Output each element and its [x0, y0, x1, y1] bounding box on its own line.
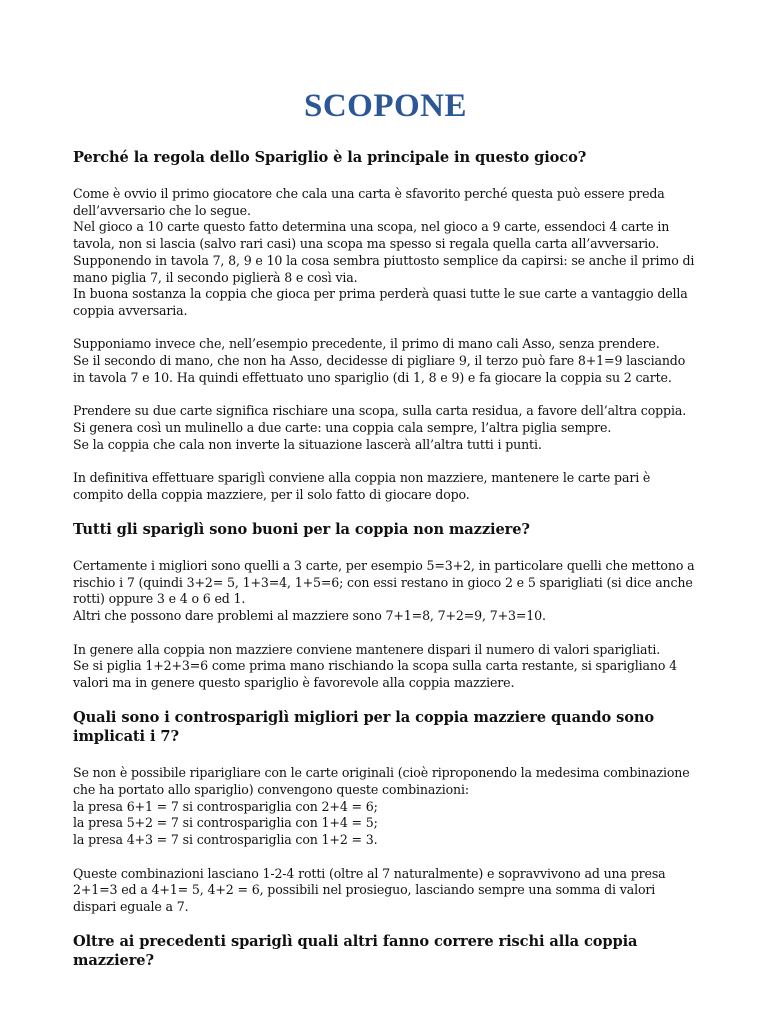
- paragraph-line: Nel gioco a 10 carte questo fatto determina una scopa, nel gioco a 9 carte, essendoci 4 carte in tavola, non si lascia (salvo rari casi) una scopa ma spesso si regala quella carta all’avversario.: [73, 219, 670, 252]
- paragraph-line: Altri che possono dare problemi al mazziere sono 7+1=8, 7+2=9, 7+3=10.: [73, 608, 546, 624]
- document-title: SCOPONE: [303, 88, 468, 124]
- paragraph-line: Prendere su due carte significa rischiare una scopa, sulla carta residua, a favore dell’altra coppia.: [73, 403, 687, 419]
- paragraph: [73, 558, 698, 625]
- document-page: [73, 86, 698, 989]
- paragraph: [73, 336, 698, 386]
- paragraph-line: Se la coppia che cala non inverte la situazione lascerà all’altra tutti i punti.: [73, 436, 542, 452]
- paragraph: [73, 866, 698, 916]
- paragraph-line: Si genera così un mulinello a due carte: una coppia cala sempre, l’altra piglia sempre.: [73, 419, 612, 435]
- paragraph: [73, 186, 698, 320]
- paragraph: [73, 642, 698, 692]
- paragraph-line: Queste combinazioni lasciano 1-2-4 rotti (oltre al 7 naturalmente) e sopravvivono ad una presa 2+1=3 ed a 4+1= 5, 4+2 = 6, possibili nel prosieguo, lasciando sempre una somma di valori dispari eguale a 7.: [73, 865, 666, 914]
- paragraph: [73, 403, 698, 453]
- paragraph: [73, 470, 698, 503]
- paragraph-line: Supponiamo invece che, nell’esempio precedente, il primo di mano cali Asso, senza prendere.: [73, 336, 660, 352]
- paragraph-line: In buona sostanza la coppia che gioca per prima perderà quasi tutte le sue carte a vantaggio della coppia avversaria.: [73, 286, 688, 318]
- section-heading: Perché la regola dello Spariglio è la principale in questo gioco?: [73, 149, 587, 166]
- paragraph-line: Se si piglia 1+2+3=6 come prima mano rischiando la scopa sulla carta restante, si sparigliano 4 valori ma in genere questo spariglio è favorevole alla coppia mazziere.: [73, 658, 678, 690]
- paragraph-line: Come è ovvio il primo giocatore che cala una carta è sfavorito perché questa può essere preda dell’avversario che lo segue.: [73, 186, 665, 218]
- paragraph-line: Se il secondo di mano, che non ha Asso, decidesse di pigliare 9, il terzo può fare 8+1=9 lasciando in tavola 7 e 10. Ha quindi effettuato uno spariglio (di 1, 8 e 9) e fa giocare la coppia su 2 carte.: [73, 353, 686, 385]
- section-heading: Oltre ai precedenti spariglì quali altri fanno correre rischi alla coppia mazziere?: [73, 933, 638, 970]
- paragraph-line: la presa 6+1 = 7 si controspariglia con 2+4 = 6;: [73, 798, 378, 814]
- paragraph-line: Certamente i migliori sono quelli a 3 carte, per esempio 5=3+2, in particolare quelli che mettono a rischio i 7 (quindi 3+2= 5, 1+3=4, 1+5=6; con essi restano in gioco 2 e 5 sparigliati (si dice anche rotti) oppure 3 e 4 o 6 ed 1.: [73, 558, 695, 607]
- paragraph-line: Supponendo in tavola 7, 8, 9 e 10 la cosa sembra piuttosto semplice da capirsi: se anche il primo di mano piglia 7, il secondo piglierà 8 e così via.: [73, 252, 695, 285]
- paragraph: [73, 765, 698, 849]
- paragraph-line: la presa 5+2 = 7 si controspariglia con 1+4 = 5;: [73, 815, 378, 831]
- document-body: [73, 148, 698, 970]
- section-heading: Quali sono i controspariglì migliori per la coppia mazziere quando sono implicati i 7?: [73, 709, 655, 746]
- paragraph-line: Se non è possibile riparigliare con le carte originali (cioè riproponendo la medesima combinazione che ha portato allo spariglio) convengono queste combinazioni:: [73, 765, 690, 797]
- paragraph-line: In genere alla coppia non mazziere conviene mantenere dispari il numero di valori sparigliati.: [73, 641, 661, 657]
- paragraph-line: In definitiva effettuare spariglì conviene alla coppia non mazziere, mantenere le carte pari è compito della coppia mazziere, per il solo fatto di giocare dopo.: [73, 469, 651, 502]
- paragraph-line: la presa 4+3 = 7 si controspariglia con 1+2 = 3.: [73, 832, 378, 848]
- section-heading: Tutti gli spariglì sono buoni per la coppia non mazziere?: [73, 521, 530, 538]
